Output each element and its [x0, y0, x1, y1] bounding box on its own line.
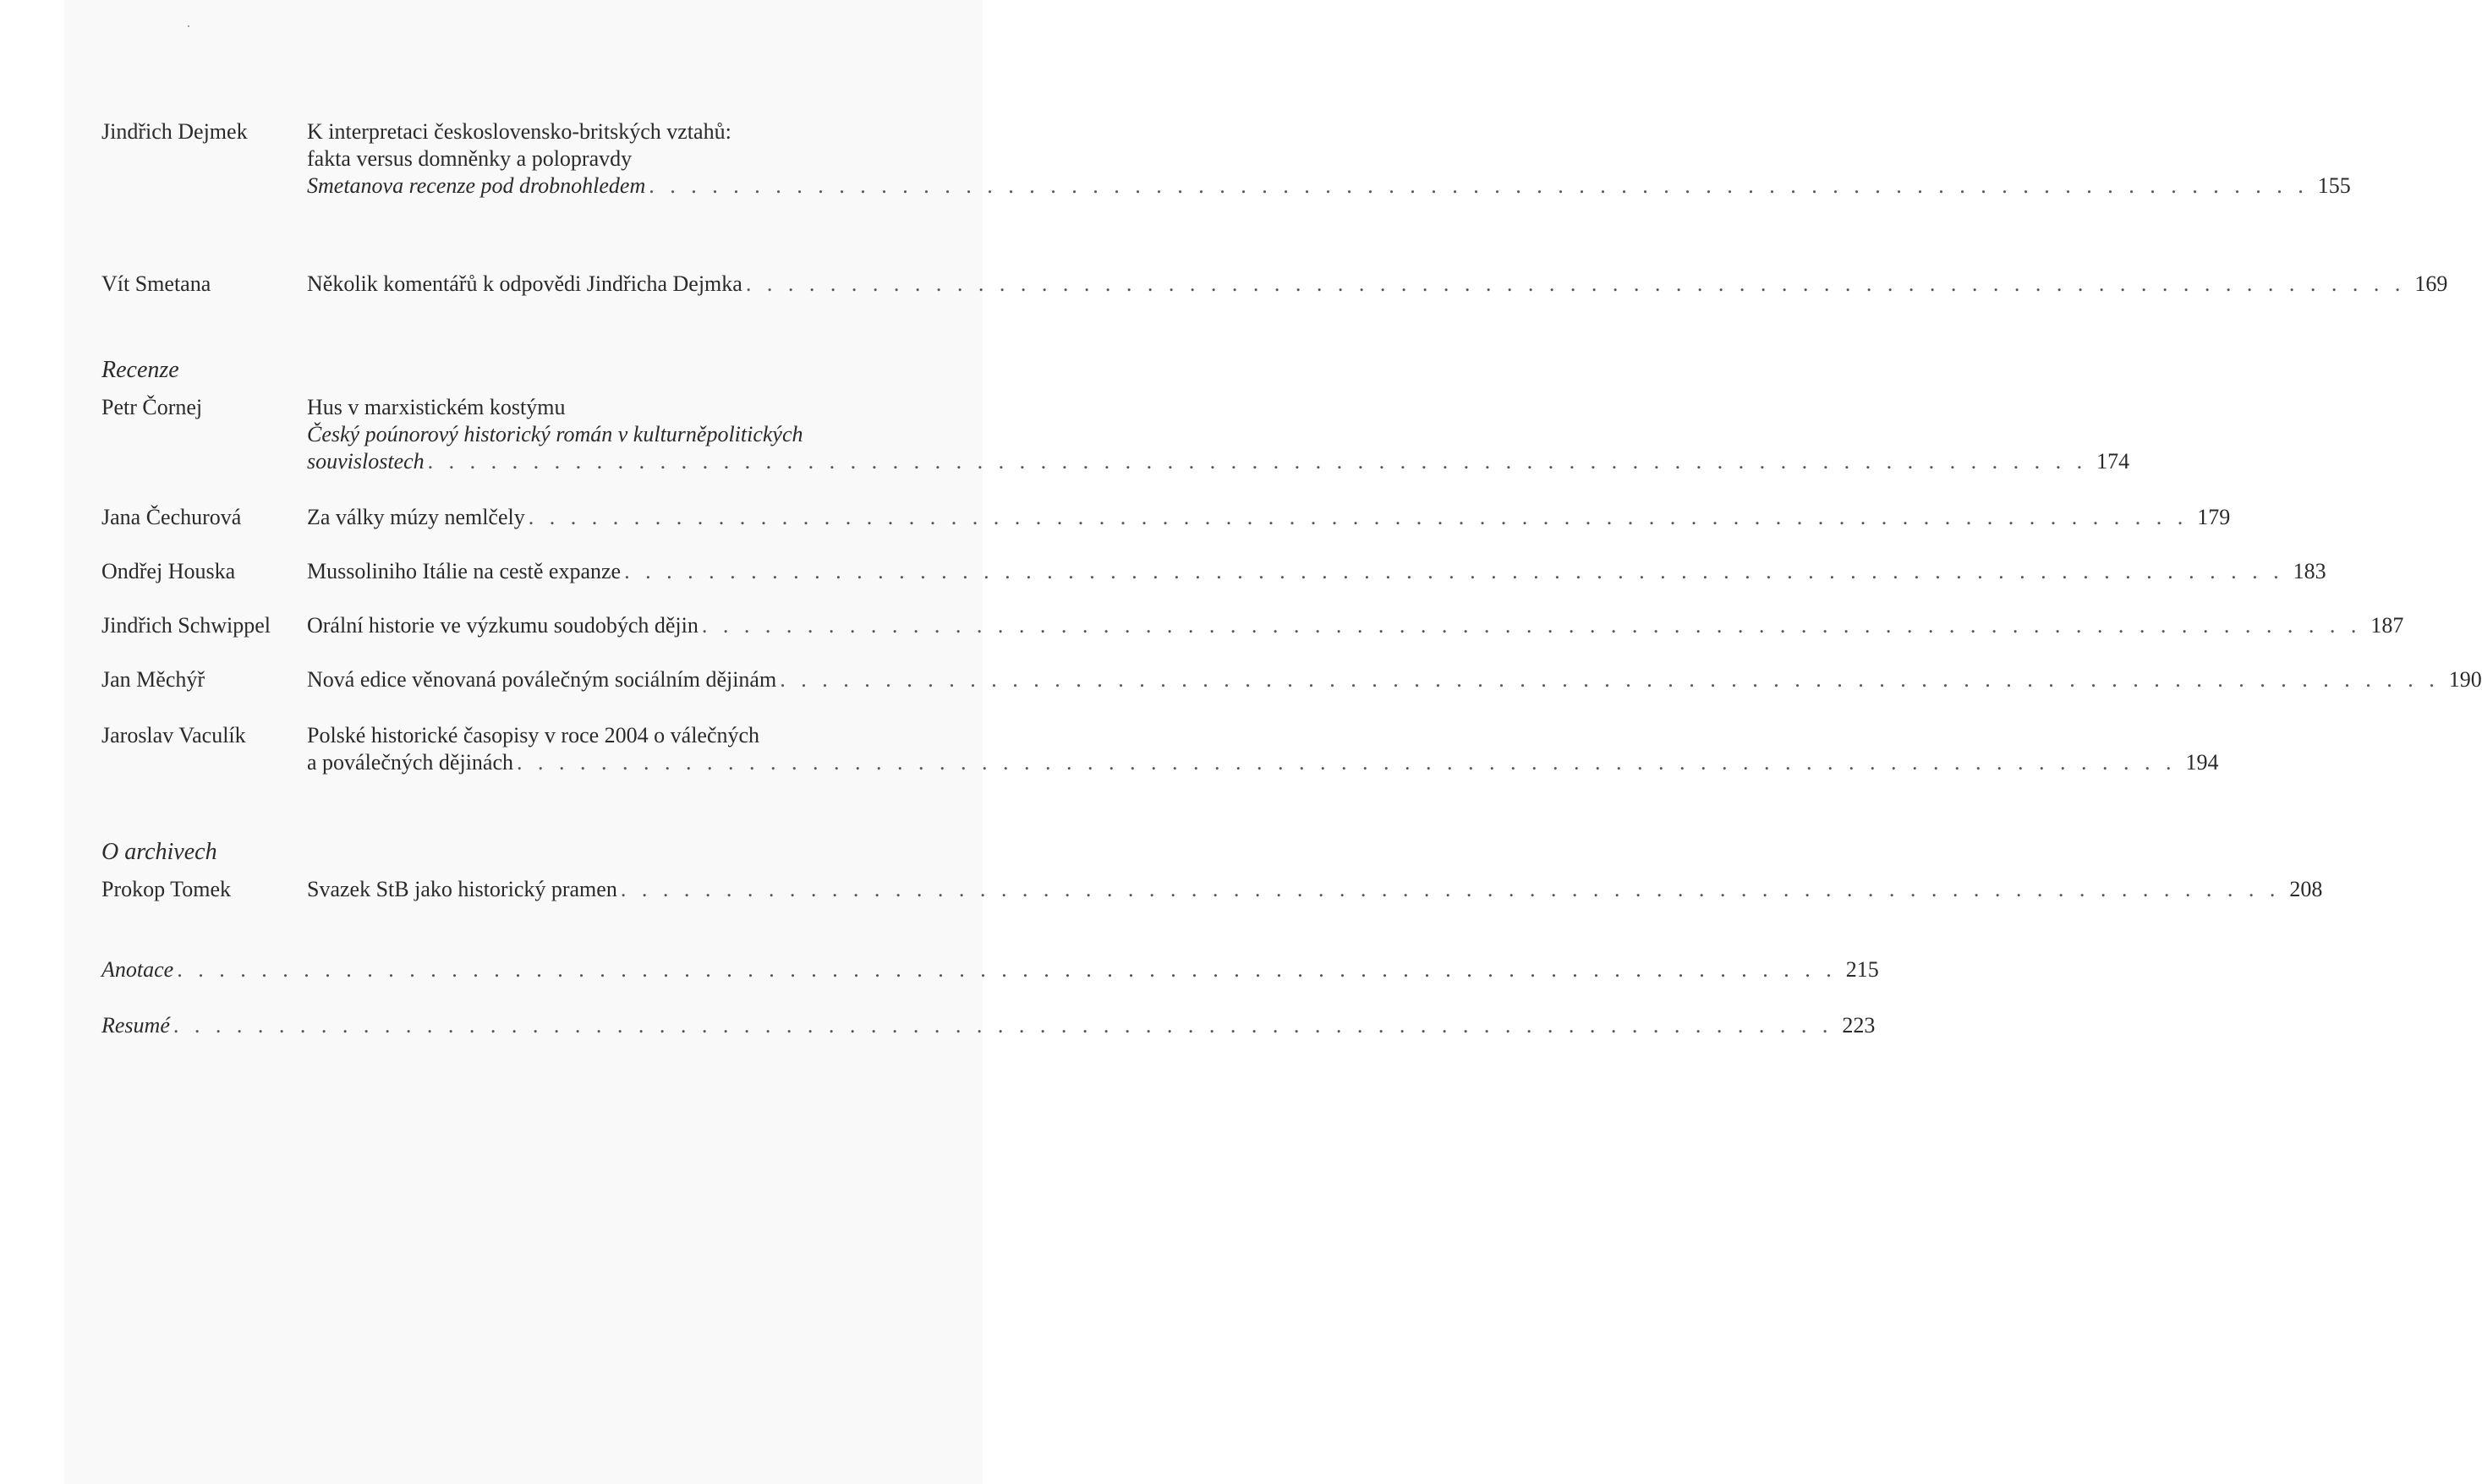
entry-subtitle-line: souvislostech: [307, 449, 425, 474]
entry-subtitle: Smetanova recenze pod drobnohledem: [307, 173, 646, 198]
entry-title-line: K interpretaci československo-britských vztahů:: [307, 119, 731, 144]
section-heading-recenze: Recenze: [101, 357, 179, 383]
page-number: 169: [2414, 271, 2448, 296]
page-number: 183: [2293, 559, 2326, 583]
entry-title-line: Několik komentářů k odpovědi Jindřicha Dejmka: [307, 271, 742, 296]
toc-entry: [101, 271, 2448, 298]
page-number: 190: [2448, 667, 2482, 692]
entry-title-line: fakta versus domněnky a polopravdy: [307, 146, 633, 171]
dot-leader: [428, 448, 2088, 475]
entry-title-line: Svazek StB jako historický pramen: [307, 877, 617, 901]
toc-entry: [101, 876, 2323, 903]
entry-title-line: Mussoliniho Itálie na cestě expanze: [307, 559, 622, 583]
entry-title: Anotace: [101, 957, 174, 982]
entry-title-line: Nová edice věnovaná poválečným sociálním dějinám: [307, 667, 777, 692]
entry-title: [307, 504, 2230, 531]
dot-leader: [173, 1013, 1833, 1038]
entry-subtitle-line: Český poúnorový historický román v kulturněpolitických: [307, 422, 803, 446]
page-number: 208: [2289, 877, 2323, 901]
entry-title: [307, 612, 2403, 639]
toc-entry: [101, 118, 2351, 200]
entry-title-line: Za války múzy nemlčely: [307, 505, 525, 529]
entry-author: Prokop Tomek: [101, 877, 231, 901]
toc-entry: [101, 504, 2231, 531]
toc-entry-anotace: [101, 957, 1879, 983]
page-number: 155: [2317, 173, 2351, 198]
entry-title: Resumé: [101, 1013, 170, 1038]
dot-leader: [649, 172, 2309, 200]
page-number: 174: [2096, 449, 2130, 474]
dot-leader: [529, 504, 2189, 531]
dot-leader: [177, 957, 1837, 983]
page-number: 223: [1842, 1013, 1876, 1038]
toc-entry: [101, 722, 2219, 776]
entry-title: [307, 666, 2482, 693]
dot-leader: [780, 666, 2440, 693]
entry-author: Petr Čornej: [101, 395, 203, 419]
scan-dot: [188, 25, 189, 27]
dot-leader: [621, 876, 2281, 903]
page-number: 215: [1845, 957, 1879, 982]
entry-title: [307, 118, 2351, 200]
entry-author: Ondřej Houska: [101, 559, 236, 583]
dot-leader: [624, 558, 2284, 585]
dot-leader: [746, 271, 2406, 298]
page-number: 187: [2370, 613, 2404, 638]
dot-leader: [702, 612, 2362, 639]
entry-author: Jana Čechurová: [101, 505, 242, 529]
entry-title: [307, 271, 2447, 298]
entry-title: [307, 394, 2129, 475]
entry-title-line: Polské historické časopisy v roce 2004 o válečných: [307, 723, 760, 747]
entry-title: [307, 558, 2326, 585]
entry-author: Jindřich Dejmek: [101, 119, 248, 144]
entry-author: Vít Smetana: [101, 271, 211, 296]
toc-entry: [101, 558, 2326, 585]
entry-author: Jan Měchýř: [101, 667, 205, 692]
entry-title-line: Orální historie ve výzkumu soudobých dějin: [307, 613, 699, 638]
entry-title-line: a poválečných dějinách: [307, 750, 513, 775]
entry-title: [307, 722, 2219, 776]
page-number: 179: [2197, 505, 2231, 529]
section-heading-o-archivech: O archivech: [101, 839, 217, 865]
page-number: 194: [2185, 750, 2219, 775]
entry-author: Jaroslav Vaculík: [101, 723, 246, 747]
dot-leader: [517, 749, 2177, 776]
entry-title: [307, 876, 2322, 903]
toc-entry: [101, 394, 2130, 475]
toc-entry: [101, 666, 2482, 693]
toc-entry: [101, 612, 2404, 639]
entry-author: Jindřich Schwippel: [101, 613, 271, 638]
toc-entry-resume: [101, 1013, 1876, 1038]
entry-title-line: Hus v marxistickém kostýmu: [307, 395, 566, 419]
